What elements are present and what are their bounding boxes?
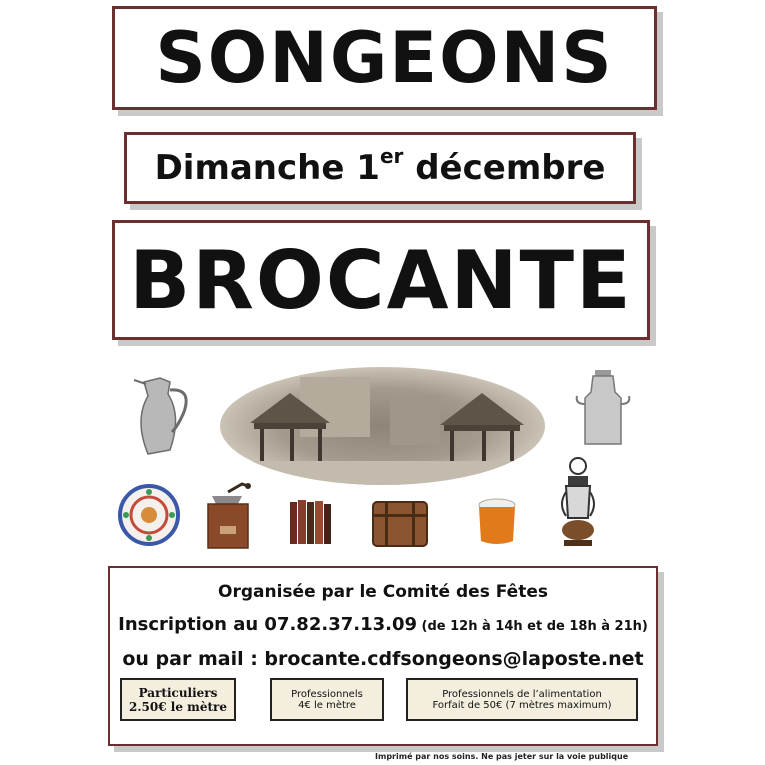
date-box [124, 132, 636, 204]
town-title: SONGEONS [155, 17, 614, 99]
footer-note: Imprimé par nos soins. Ne pas jeter sur la voie publique [375, 752, 629, 761]
pro-title: Professionnels [291, 688, 363, 700]
phone-line [110, 614, 656, 635]
trunk-image [371, 500, 429, 548]
email-line: ou par mail : brocante.cdfsongeons@laposte.net [122, 648, 644, 670]
event-date [154, 144, 606, 188]
particuliers-price: 2.50€ le mètre [129, 699, 227, 714]
market-hall-illustration [220, 367, 545, 485]
price-professionnels [270, 678, 384, 721]
food-title: Professionnels de l’alimentation [442, 688, 602, 700]
phone-hours: (de 12h à 14h et de 18h à 21h) [417, 619, 648, 634]
coffee-grinder-image [202, 482, 254, 552]
books-image [290, 500, 332, 546]
date-prefix: Dimanche 1 [154, 148, 380, 188]
oil-lamp-image [556, 456, 600, 550]
title-box [112, 6, 657, 110]
price-alimentation [406, 678, 638, 721]
price-particuliers [120, 678, 236, 721]
phone-label: Inscription au 07.82.37.13.09 [118, 614, 418, 635]
faience-plate-image [118, 484, 180, 546]
date-suffix: décembre [403, 148, 606, 188]
particuliers-title: Particuliers [138, 685, 218, 700]
date-ordinal: er [379, 144, 404, 168]
jar-image [476, 497, 518, 547]
old-town-photo [220, 367, 545, 485]
food-price: Forfait de 50€ (7 mètres maximum) [432, 699, 612, 711]
organizer-line: Organisée par le Comité des Fêtes [218, 582, 548, 602]
pitcher-image [130, 372, 198, 460]
milk-churn-image [575, 368, 631, 448]
event-box [112, 220, 650, 340]
pro-price: 4€ le mètre [298, 699, 356, 711]
event-title: BROCANTE [129, 233, 633, 327]
